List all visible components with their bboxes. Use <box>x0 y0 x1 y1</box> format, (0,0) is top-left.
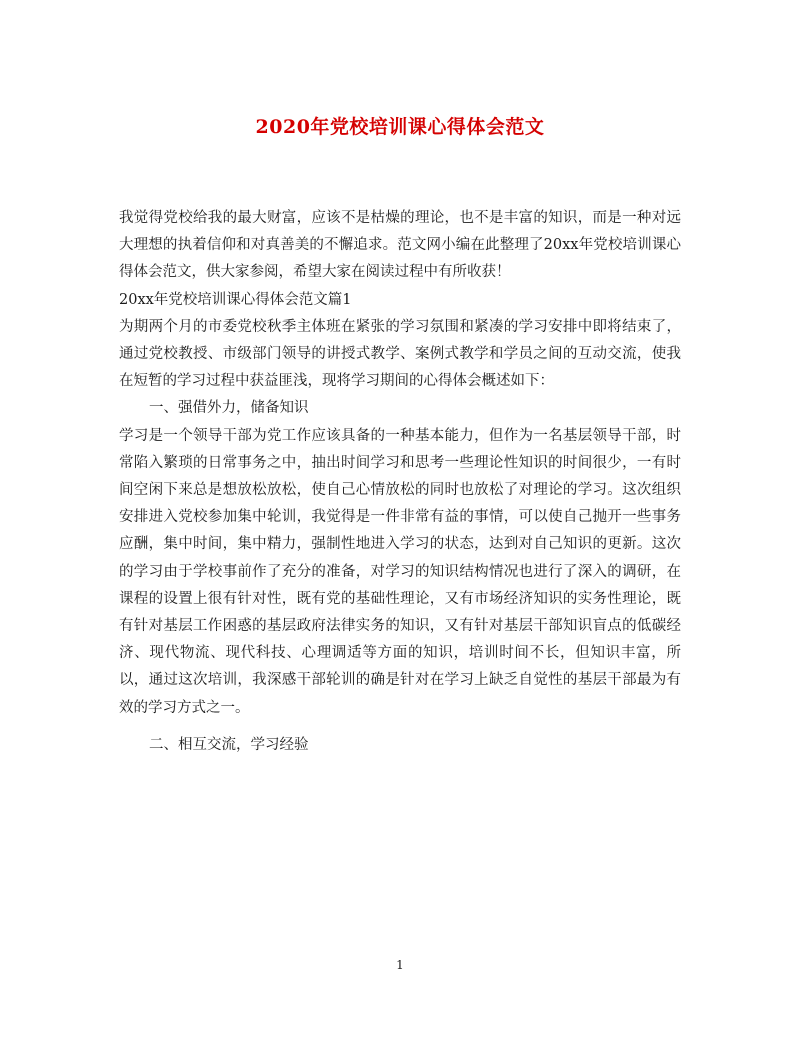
section-title-1: 一、强借外力，储备知识 <box>149 400 309 417</box>
section-title-2: 二、相互交流，学习经验 <box>149 736 309 753</box>
section-body-1: 学习是一个领导干部为党工作应该具备的一种基本能力，但作为一名基层领导干部，时常陷入繁琐的日常事务之中，抽出时间学习和思考一些理论性知识的时间很少，一有时间空闲下来总是想放松放松，使自己心情放松的同时也放松了对理论的学习。这次组织安排进入党校参加集中轮训，我觉得是一件非常有益的事情，可以使自己抛开一些事务应酬，集中时间，集中精力，强制性地进入学习的状态，达到对自己知识的更新。这次的学习由于学校事前作了充分的准备，对学习的知识结构情况也进行了深入的调研，在课程的设置上很有针对性，既有党的基础性理论，又有市场经济知识的实务性理论，既有针对基层工作困惑的基层政府法律实务的知识，又有针对基层干部知识盲点的低碳经济、现代物流、现代科技、心理调适等方面的知识，培训时间不长，但知识丰富，所以，通过这次培训，我深感干部轮训的确是针对在学习上缺乏自觉性的基层干部最为有效的学习方式之一。 <box>119 427 681 716</box>
article-heading: 20xx年党校培训课心得体会范文篇1 <box>119 291 352 308</box>
document-body <box>119 205 681 759</box>
page-number: 1 <box>396 958 404 972</box>
document-title: 2020年党校培训课心得体会范文 <box>255 116 545 138</box>
intro-paragraph: 我觉得党校给我的最大财富，应该不是枯燥的理论，也不是丰富的知识，而是一种对远大理想的执着信仰和对真善美的不懈追求。范文网小编在此整理了20xx年党校培训课心得体会范文，供大家参阅，希望大家在阅读过程中有所收获！ <box>119 210 681 281</box>
opening-paragraph: 为期两个月的市委党校秋季主体班在紧张的学习氛围和紧凑的学习安排中即将结束了，通过党校教授、市级部门领导的讲授式教学、案例式教学和学员之间的互动交流，使我在短暂的学习过程中获益匪浅，现将学习期间的心得体会概述如下： <box>119 318 681 390</box>
